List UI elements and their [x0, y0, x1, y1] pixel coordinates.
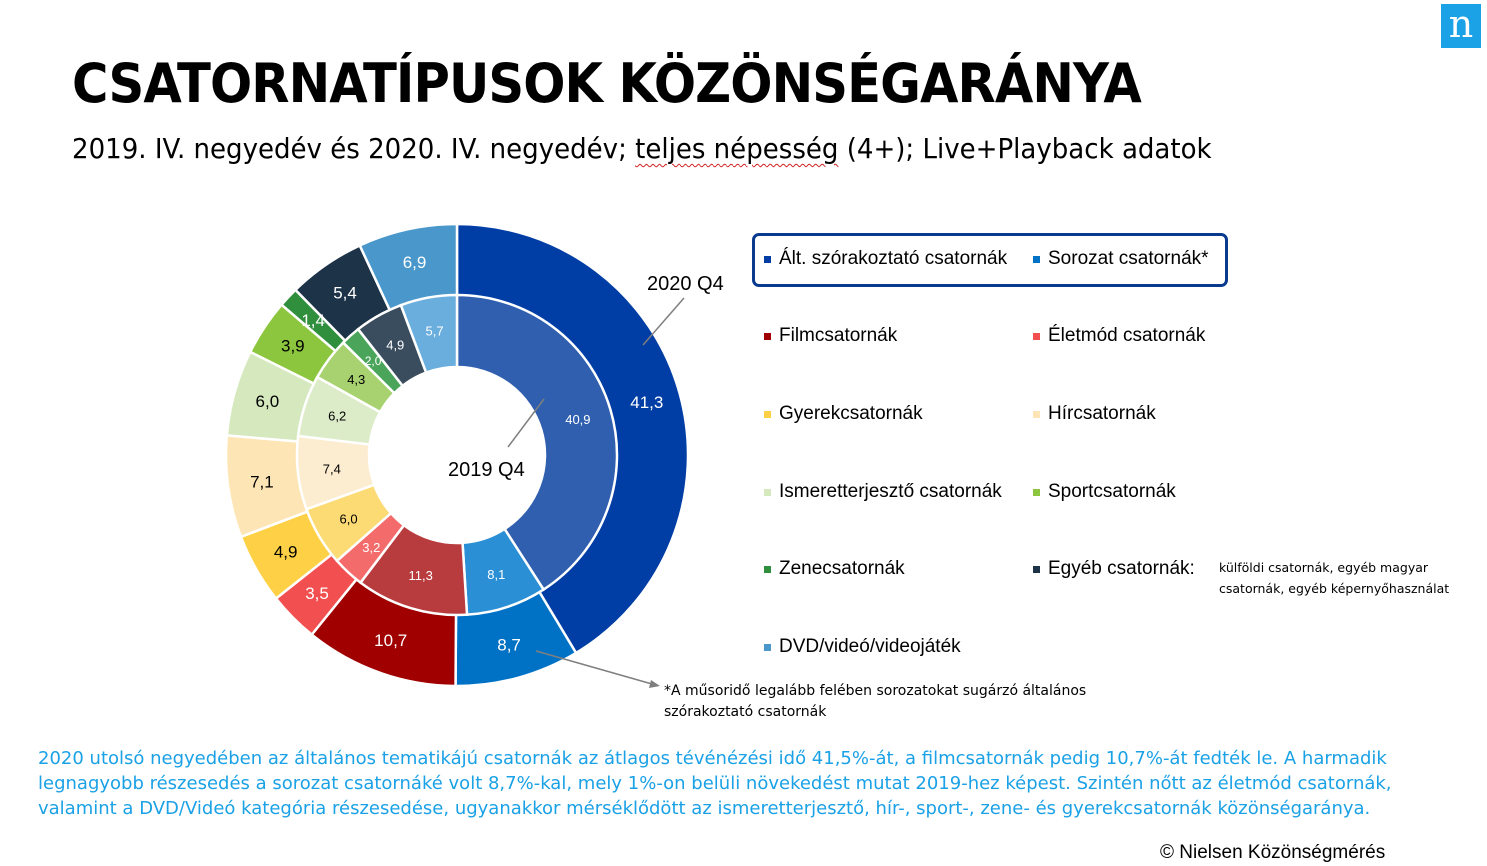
- inner-series-label: 2019 Q4: [448, 459, 525, 481]
- inner-slice-label-2: 11,3: [408, 568, 433, 584]
- legend-label: Gyerekcsatornák: [779, 403, 923, 424]
- legend-item-9: [1033, 558, 1195, 580]
- outer-slice-label-10: 6,9: [402, 253, 427, 273]
- legend-item-0: [764, 248, 1007, 270]
- legend-label: Sorozat csatornák*: [1048, 248, 1209, 269]
- subtitle-part-2: teljes népesség: [635, 132, 839, 165]
- legend-swatch: [764, 566, 771, 573]
- inner-slice-label-1: 8,1: [487, 567, 506, 583]
- outer-slice-label-3: 3,5: [305, 584, 329, 604]
- legend-item-4: [764, 403, 923, 425]
- inner-slice-label-7: 4,3: [347, 371, 366, 387]
- inner-slice-label-9: 4,9: [386, 337, 405, 353]
- inner-slice-label-6: 6,2: [328, 408, 347, 424]
- legend-swatch: [1033, 411, 1040, 418]
- summary-text: 2020 utolsó negyedében az általános tematikájú csatornák az átlagos tévénézési idő 41,5%-át, a filmcsatornák pedig 10,7%-át fedték le. A harmadik legnagyobb részesedés a sorozat csatornáké volt 8,7%-kal, mely 1%-on belüli növekedést mutat 2019-hez képest. Szintén nőtt az életmód csatornák, valamint a DVD/Videó kategória részesedése, ugyanakkor mérséklődött az ismeretterjesztő, hír-, sport-, zene- és gyerekcsatornák közönségaránya.: [38, 748, 1392, 819]
- legend-swatch: [1033, 333, 1040, 340]
- outer-slice-label-7: 3,9: [280, 336, 305, 356]
- inner-slice-label-8: 2,0: [364, 354, 382, 369]
- legend-item-7: [1033, 481, 1176, 503]
- outer-label-leader: [643, 298, 684, 345]
- outer-series-label: 2020 Q4: [647, 273, 724, 295]
- inner-slice-label-10: 5,7: [425, 323, 444, 339]
- outer-slice-label-0: 41,3: [630, 392, 664, 412]
- legend-item-8: [764, 558, 905, 580]
- outer-slice-label-1: 8,7: [497, 635, 521, 655]
- legend-label: Hírcsatornák: [1048, 403, 1156, 424]
- nielsen-logo: n: [1441, 4, 1481, 48]
- inner-slice-label-3: 3,2: [362, 539, 381, 555]
- legend-label: DVD/videó/videojáték: [779, 636, 961, 657]
- legend-swatch: [1033, 256, 1040, 263]
- legend-swatch: [1033, 489, 1040, 496]
- inner-ring-2019: [297, 295, 617, 615]
- outer-slice-label-4: 4,9: [273, 542, 298, 562]
- legend-item-1: [1033, 248, 1209, 270]
- footnote-arrowhead: [649, 680, 660, 688]
- inner-slice-label-0: 40,9: [565, 411, 591, 427]
- copyright: © Nielsen Közönségmérés: [1160, 842, 1386, 863]
- outer-slice-label-8: 1,4: [301, 310, 325, 330]
- legend-egyeb-note: külföldi csatornák, egyéb magyar csatornák, egyéb képernyőhasználat: [1219, 560, 1450, 596]
- subtitle-part-3: (4+); Live+Playback adatok: [838, 132, 1212, 165]
- legend-label: Zenecsatornák: [779, 558, 905, 579]
- outer-slice-label-6: 6,0: [255, 392, 280, 412]
- legend-item-2: [764, 325, 897, 347]
- legend-swatch: [764, 411, 771, 418]
- page-title: CSATORNATÍPUSOK KÖZÖNSÉGARÁNYA: [72, 52, 1141, 115]
- legend-label: Filmcsatornák: [779, 325, 898, 346]
- legend-item-6: [764, 481, 1002, 503]
- legend-label: Ált. szórakoztató csatornák: [779, 248, 1008, 269]
- legend-swatch: [764, 333, 771, 340]
- legend-item-10: [764, 636, 961, 658]
- outer-slice-label-5: 7,1: [250, 472, 274, 492]
- footnote-arrow: [536, 651, 652, 684]
- legend-label: Ismeretterjesztő csatornák: [779, 481, 1002, 502]
- legend-item-3: [1033, 325, 1205, 347]
- legend-label: Sportcsatornák: [1048, 481, 1176, 502]
- legend-swatch: [764, 644, 771, 651]
- inner-slice-label-5: 7,4: [322, 461, 341, 477]
- outer-slice-label-9: 5,4: [333, 283, 357, 303]
- subtitle-part-1: 2019. IV. negyedév és 2020. IV. negyedév;: [72, 132, 636, 165]
- footnote: *A műsoridő legalább felében sorozatokat sugárzó általános szórakoztató csatornák: [664, 683, 1087, 720]
- legend-item-5: [1033, 403, 1156, 425]
- legend-swatch: [764, 256, 771, 263]
- legend-swatch: [1033, 566, 1040, 573]
- legend-swatch: [764, 489, 771, 496]
- legend-label: Egyéb csatornák:: [1048, 558, 1195, 579]
- outer-ring-2020: [226, 224, 688, 686]
- outer-slice-label-2: 10,7: [374, 631, 408, 651]
- inner-slice-label-4: 6,0: [339, 511, 358, 527]
- legend-label: Életmód csatornák: [1048, 325, 1206, 346]
